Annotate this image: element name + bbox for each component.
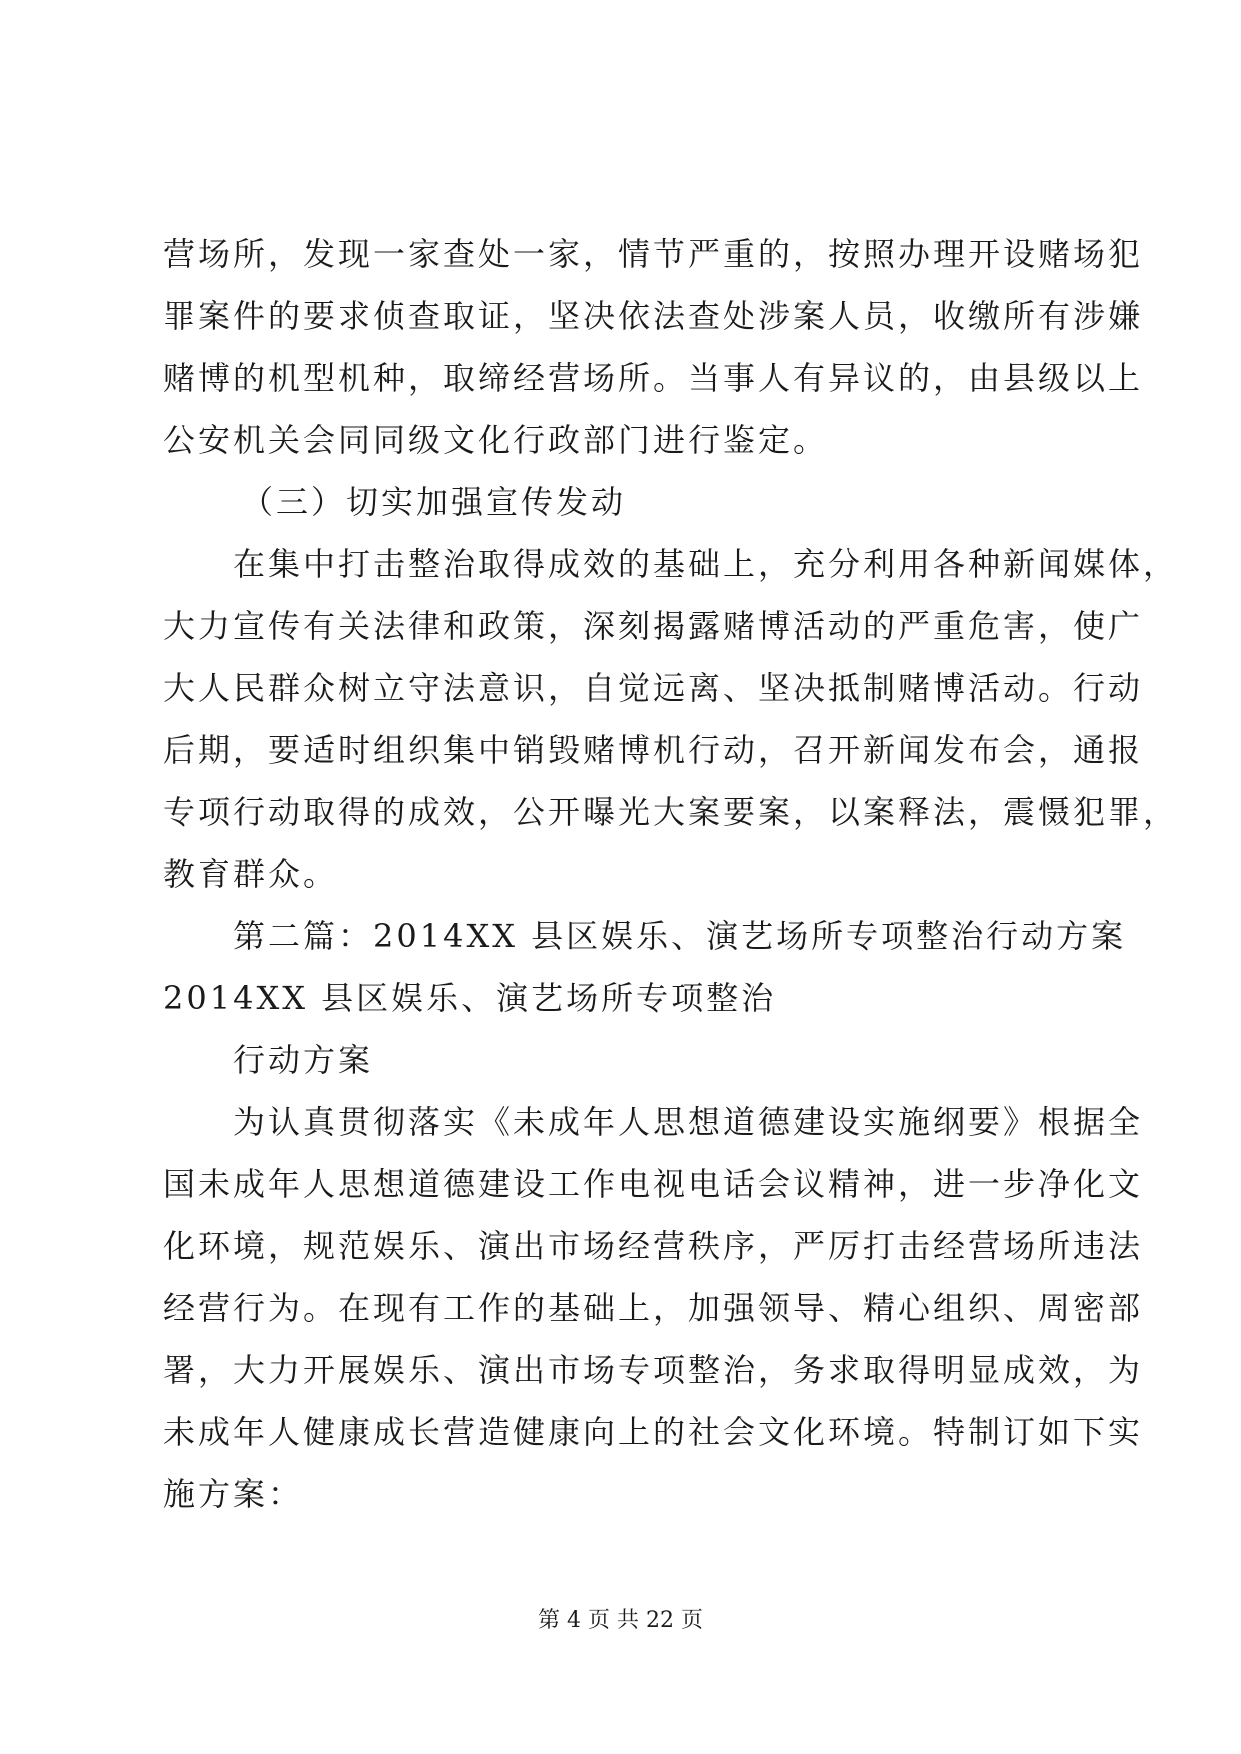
text-line: 大人民群众树立守法意识，自觉远离、坚决抵制赌博活动。行动	[163, 669, 1144, 707]
text-line: 大力宣传有关法律和政策，深刻揭露赌博活动的严重危害，使广	[163, 607, 1144, 645]
text-line: 国未成年人思想道德建设工作电视电话会议精神，进一步净化文	[163, 1165, 1144, 1203]
chapter-title-continued: 2014XX 县区娱乐、演艺场所专项整治	[163, 979, 777, 1017]
section-heading: （三）切实加强宣传发动	[241, 483, 627, 521]
text-line: 为认真贯彻落实《未成年人思想道德建设实施纲要》根据全	[233, 1103, 1144, 1141]
text-line: 在集中打击整治取得成效的基础上，充分利用各种新闻媒体，	[233, 545, 1179, 583]
text-line: 后期，要适时组织集中销毁赌博机行动，召开新闻发布会，通报	[163, 731, 1144, 769]
text-line: 化环境，规范娱乐、演出市场经营秩序，严厉打击经营场所违法	[163, 1227, 1144, 1265]
text-line: 专项行动取得的成效，公开曝光大案要案，以案释法，震慑犯罪，	[163, 793, 1179, 831]
text-line: 营场所，发现一家查处一家，情节严重的，按照办理开设赌场犯	[163, 235, 1144, 273]
text-line: 罪案件的要求侦查取证，坚决依法查处涉案人员，收缴所有涉嫌	[163, 297, 1144, 335]
text-line: 经营行为。在现有工作的基础上，加强领导、精心组织、周密部	[163, 1289, 1144, 1327]
body-text	[163, 223, 1179, 1525]
page-number-footer: 第 4 页 共 22 页	[538, 1608, 703, 1633]
plan-title: 行动方案	[233, 1041, 374, 1079]
chapter-title: 第二篇：2014XX 县区娱乐、演艺场所专项整治行动方案	[233, 917, 1127, 955]
text-line: 赌博的机型机种，取缔经营场所。当事人有异议的，由县级以上	[163, 359, 1144, 397]
text-line: 公安机关会同同级文化行政部门进行鉴定。	[163, 421, 829, 459]
text-line: 施方案：	[163, 1475, 304, 1513]
text-line: 署，大力开展娱乐、演出市场专项整治，务求取得明显成效，为	[163, 1351, 1144, 1389]
text-line: 教育群众。	[163, 855, 339, 893]
text-line: 未成年人健康成长营造健康向上的社会文化环境。特制订如下实	[163, 1413, 1144, 1451]
